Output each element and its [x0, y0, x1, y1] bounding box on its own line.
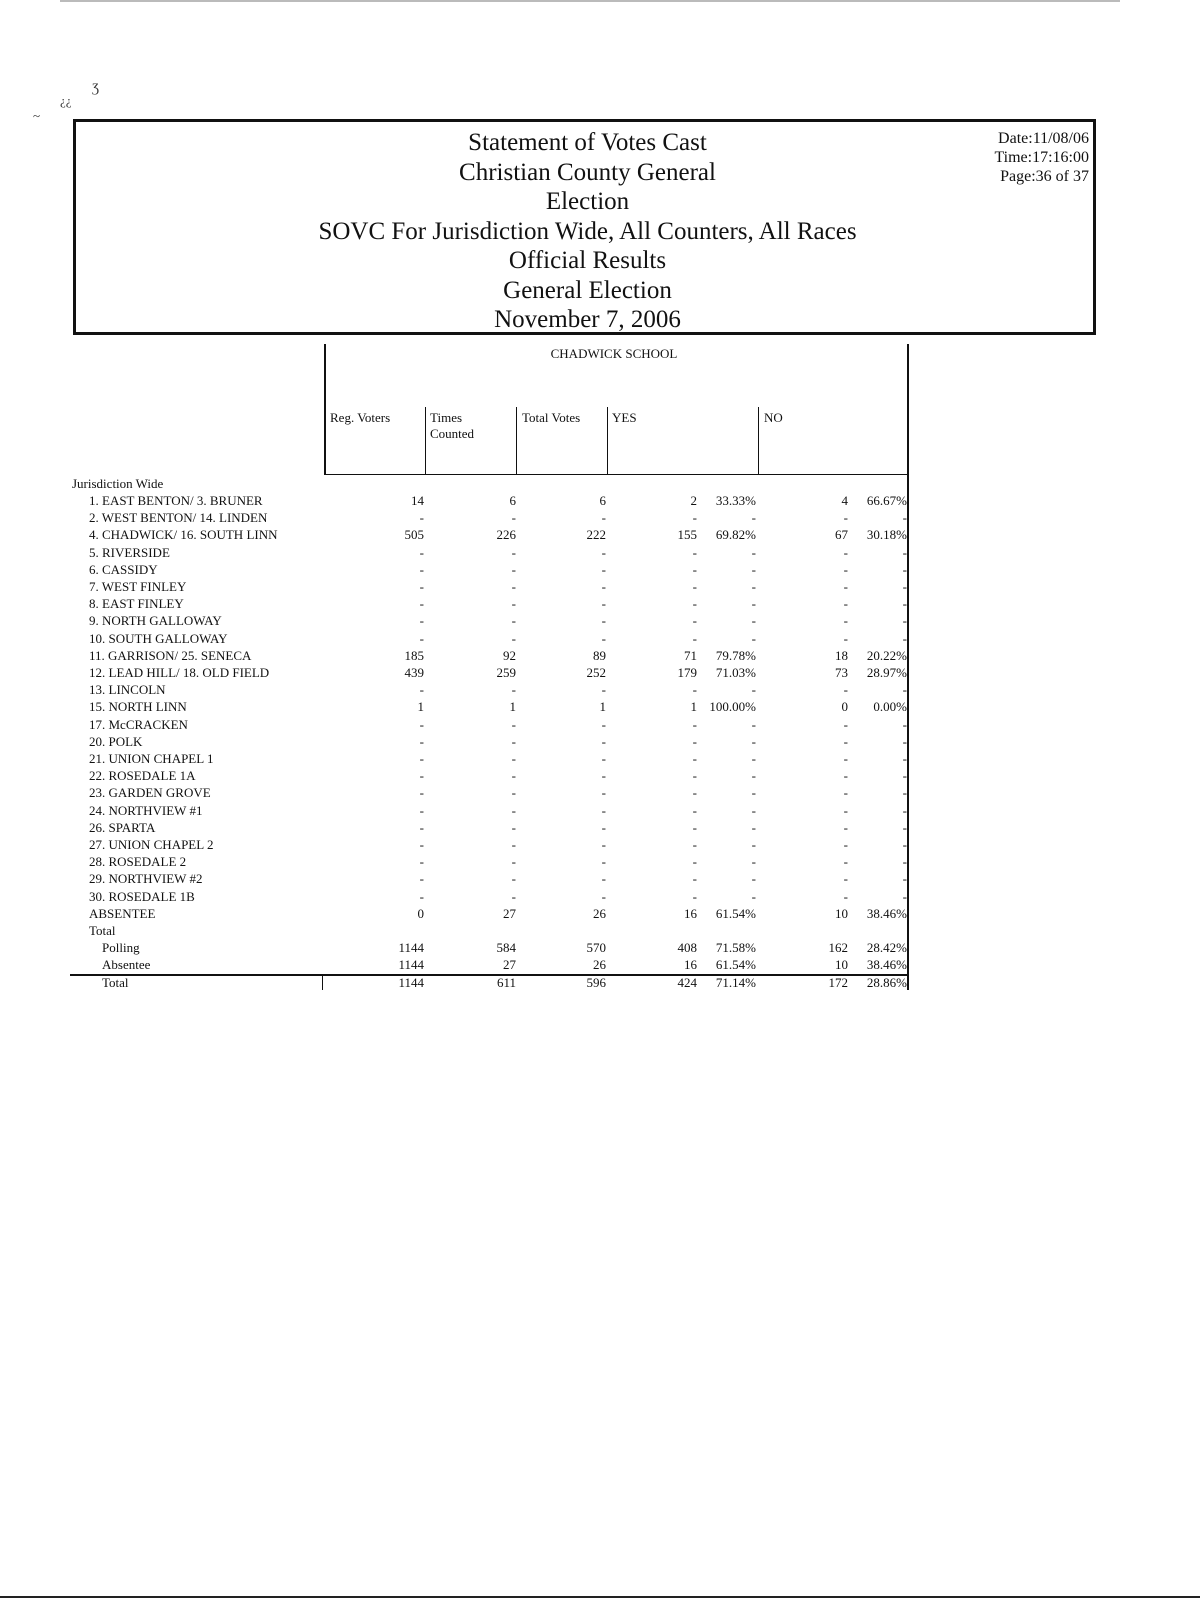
table-right-border [907, 344, 909, 990]
precinct-label: 22. ROSEDALE 1A [89, 768, 196, 783]
total-votes-cell: 570 [586, 940, 606, 955]
reg-voters-cell: 14 [411, 493, 424, 508]
reg-voters-cell: - [419, 889, 424, 904]
yes-count-cell: 424 [677, 975, 697, 990]
group-label: Jurisdiction Wide [72, 476, 164, 491]
times-counted-cell: 584 [496, 940, 516, 955]
yes-pct-cell: - [751, 889, 756, 904]
col-total-votes: Total Votes [522, 410, 581, 425]
total-section-label: Total [89, 923, 116, 938]
yes-pct-cell: - [751, 545, 756, 560]
yes-count-cell: 155 [677, 527, 697, 542]
precinct-label: 23. GARDEN GROVE [89, 785, 211, 800]
no-pct-cell: 30.18% [866, 527, 907, 542]
reg-voters-cell: - [419, 837, 424, 852]
times-counted-cell: - [511, 682, 516, 697]
times-counted-cell: 27 [503, 957, 516, 972]
yes-pct-cell: - [751, 579, 756, 594]
total-votes-cell: 26 [593, 957, 606, 972]
total-votes-cell: - [601, 803, 606, 818]
no-count-cell: - [843, 562, 848, 577]
no-pct-cell: 66.67% [866, 493, 907, 508]
precinct-label: 12. LEAD HILL/ 18. OLD FIELD [89, 665, 270, 680]
total-votes-cell: 222 [586, 527, 606, 542]
table-left-border [324, 344, 326, 474]
precinct-label: ABSENTEE [89, 906, 156, 921]
times-counted-cell: - [511, 871, 516, 886]
reg-voters-cell: - [419, 768, 424, 783]
no-pct-cell: - [902, 751, 907, 766]
reg-voters-cell: 185 [404, 648, 424, 663]
no-pct-cell: - [902, 596, 907, 611]
yes-count-cell: - [692, 510, 697, 525]
precinct-label: 17. McCRACKEN [89, 717, 188, 732]
reg-voters-cell: - [419, 562, 424, 577]
column-divider [607, 407, 608, 474]
yes-count-cell: - [692, 871, 697, 886]
no-pct-cell: - [902, 613, 907, 628]
times-counted-cell: 1 [509, 699, 516, 714]
reg-voters-cell: - [419, 596, 424, 611]
total-tick [322, 976, 323, 990]
total-votes-cell: - [601, 545, 606, 560]
no-count-cell: - [843, 820, 848, 835]
yes-pct-cell: 61.54% [715, 906, 756, 921]
times-counted-cell: - [511, 889, 516, 904]
times-counted-cell: - [511, 751, 516, 766]
times-counted-cell: - [511, 820, 516, 835]
reg-voters-cell: - [419, 613, 424, 628]
total-rule [70, 974, 908, 976]
yes-pct-cell: - [751, 854, 756, 869]
precinct-label: Total [102, 975, 129, 990]
precinct-label: 11. GARRISON/ 25. SENECA [89, 648, 252, 663]
precinct-label: 30. ROSEDALE 1B [89, 889, 195, 904]
reg-voters-cell: - [419, 785, 424, 800]
scan-edge-bottom [0, 1596, 1200, 1598]
yes-count-cell: - [692, 596, 697, 611]
no-pct-cell: 20.22% [866, 648, 907, 663]
no-count-cell: 4 [841, 493, 848, 508]
total-votes-cell: - [601, 562, 606, 577]
times-counted-cell: - [511, 717, 516, 732]
precinct-label: 21. UNION CHAPEL 1 [89, 751, 214, 766]
yes-pct-cell: - [751, 717, 756, 732]
precinct-label: 5. RIVERSIDE [89, 545, 170, 560]
times-counted-cell: - [511, 596, 516, 611]
yes-count-cell: 16 [684, 957, 697, 972]
stray-mark: Ʒ [92, 80, 100, 95]
no-pct-cell: - [902, 889, 907, 904]
title-line: November 7, 2006 [494, 306, 681, 333]
precinct-label: 26. SPARTA [89, 820, 156, 835]
no-count-cell: - [843, 631, 848, 646]
reg-voters-cell: - [419, 545, 424, 560]
yes-pct-cell: - [751, 751, 756, 766]
column-divider [758, 407, 759, 474]
no-pct-cell: - [902, 871, 907, 886]
total-votes-cell: 89 [593, 648, 606, 663]
yes-pct-cell: 71.14% [715, 975, 756, 990]
precinct-label: 27. UNION CHAPEL 2 [89, 837, 214, 852]
no-count-cell: 73 [835, 665, 848, 680]
yes-count-cell: - [692, 837, 697, 852]
precinct-label: 13. LINCOLN [89, 682, 166, 697]
yes-pct-cell: - [751, 734, 756, 749]
no-pct-cell: - [902, 837, 907, 852]
no-pct-cell: - [902, 820, 907, 835]
no-count-cell: - [843, 613, 848, 628]
precinct-label: 1. EAST BENTON/ 3. BRUNER [89, 493, 263, 508]
total-votes-cell: - [601, 820, 606, 835]
precinct-label: 28. ROSEDALE 2 [89, 854, 187, 869]
times-counted-cell: - [511, 854, 516, 869]
precinct-label: 29. NORTHVIEW #2 [89, 871, 203, 886]
no-count-cell: 18 [835, 648, 848, 663]
times-counted-cell: 92 [503, 648, 516, 663]
no-count-cell: - [843, 751, 848, 766]
reg-voters-cell: 1144 [398, 975, 424, 990]
title-line: General Election [503, 276, 672, 304]
reg-voters-cell: 505 [404, 527, 424, 542]
yes-pct-cell: 71.03% [715, 665, 756, 680]
total-votes-cell: - [601, 871, 606, 886]
precinct-label: Polling [102, 940, 140, 955]
total-votes-cell: - [601, 613, 606, 628]
yes-pct-cell: - [751, 837, 756, 852]
precinct-label: 2. WEST BENTON/ 14. LINDEN [89, 510, 268, 525]
total-votes-cell: - [601, 631, 606, 646]
total-votes-cell: 26 [593, 906, 606, 921]
times-counted-cell: - [511, 803, 516, 818]
stray-mark: ~ [33, 108, 41, 123]
no-pct-cell: - [902, 545, 907, 560]
times-counted-cell: 259 [496, 665, 516, 680]
yes-count-cell: - [692, 562, 697, 577]
report-time: Time:17:16:00 [994, 149, 1089, 166]
title-line: Election [545, 188, 630, 215]
yes-count-cell: - [692, 734, 697, 749]
col-reg-voters: Reg. Voters [330, 410, 391, 425]
no-pct-cell: - [902, 682, 907, 697]
col-no: NO [764, 410, 783, 425]
yes-count-cell: 16 [684, 906, 697, 921]
no-pct-cell: - [902, 717, 907, 732]
no-pct-cell: 0.00% [873, 699, 907, 714]
reg-voters-cell: - [419, 510, 424, 525]
total-votes-cell: - [601, 768, 606, 783]
yes-count-cell: - [692, 717, 697, 732]
no-pct-cell: - [902, 768, 907, 783]
yes-pct-cell: - [751, 510, 756, 525]
yes-pct-cell: 100.00% [709, 699, 756, 714]
yes-count-cell: - [692, 682, 697, 697]
yes-pct-cell: 69.82% [715, 527, 756, 542]
yes-pct-cell: - [751, 631, 756, 646]
no-pct-cell: 38.46% [866, 957, 907, 972]
precinct-label: 20. POLK [89, 734, 143, 749]
reg-voters-cell: 1144 [398, 957, 424, 972]
total-votes-cell: - [601, 734, 606, 749]
no-count-cell: 10 [835, 957, 848, 972]
times-counted-cell: - [511, 785, 516, 800]
total-votes-cell: - [601, 717, 606, 732]
no-pct-cell: - [902, 631, 907, 646]
reg-voters-cell: - [419, 854, 424, 869]
reg-voters-cell: - [419, 682, 424, 697]
yes-pct-cell: - [751, 682, 756, 697]
no-count-cell: - [843, 768, 848, 783]
no-count-cell: 172 [828, 975, 848, 990]
no-count-cell: - [843, 734, 848, 749]
no-count-cell: - [843, 579, 848, 594]
yes-count-cell: 408 [677, 940, 697, 955]
column-divider [516, 407, 517, 474]
scan-edge-top [60, 0, 1120, 2]
yes-pct-cell: - [751, 803, 756, 818]
times-counted-cell: - [511, 631, 516, 646]
yes-pct-cell: 71.58% [715, 940, 756, 955]
total-votes-cell: - [601, 837, 606, 852]
times-counted-cell: 611 [496, 975, 516, 990]
times-counted-cell: - [511, 562, 516, 577]
no-count-cell: - [843, 510, 848, 525]
no-pct-cell: 28.97% [866, 665, 907, 680]
no-count-cell: 67 [835, 527, 848, 542]
no-count-cell: - [843, 837, 848, 852]
no-pct-cell: - [902, 562, 907, 577]
col-times-counted: Counted [430, 426, 475, 441]
total-votes-cell: - [601, 596, 606, 611]
reg-voters-cell: 0 [417, 906, 424, 921]
times-counted-cell: - [511, 768, 516, 783]
yes-pct-cell: 61.54% [715, 957, 756, 972]
yes-count-cell: - [692, 768, 697, 783]
yes-count-cell: - [692, 803, 697, 818]
total-votes-cell: - [601, 889, 606, 904]
yes-count-cell: - [692, 545, 697, 560]
total-votes-cell: 596 [586, 975, 606, 990]
yes-count-cell: - [692, 820, 697, 835]
reg-voters-cell: - [419, 803, 424, 818]
no-pct-cell: 38.46% [866, 906, 907, 921]
no-count-cell: - [843, 596, 848, 611]
no-count-cell: - [843, 803, 848, 818]
no-count-cell: 0 [841, 699, 848, 714]
no-pct-cell: - [902, 785, 907, 800]
reg-voters-cell: - [419, 751, 424, 766]
yes-pct-cell: - [751, 820, 756, 835]
yes-count-cell: 71 [684, 648, 697, 663]
reg-voters-cell: - [419, 631, 424, 646]
no-pct-cell: - [902, 854, 907, 869]
times-counted-cell: - [511, 545, 516, 560]
stray-mark: ¿¿ [60, 93, 72, 108]
total-votes-cell: - [601, 579, 606, 594]
yes-count-cell: - [692, 631, 697, 646]
no-pct-cell: - [902, 734, 907, 749]
column-divider [425, 407, 426, 474]
precinct-label: Absentee [102, 957, 151, 972]
yes-count-cell: - [692, 785, 697, 800]
yes-count-cell: - [692, 889, 697, 904]
yes-count-cell: 179 [677, 665, 697, 680]
no-pct-cell: 28.42% [866, 940, 907, 955]
precinct-label: 4. CHADWICK/ 16. SOUTH LINN [89, 527, 278, 542]
total-votes-cell: - [601, 682, 606, 697]
times-counted-cell: - [511, 510, 516, 525]
times-counted-cell: 27 [503, 906, 516, 921]
no-count-cell: - [843, 682, 848, 697]
total-votes-cell: 252 [586, 665, 606, 680]
no-count-cell: 10 [835, 906, 848, 921]
reg-voters-cell: - [419, 579, 424, 594]
reg-voters-cell: - [419, 871, 424, 886]
total-votes-cell: - [601, 854, 606, 869]
reg-voters-cell: - [419, 820, 424, 835]
contest-name: CHADWICK SCHOOL [550, 346, 678, 361]
yes-count-cell: - [692, 854, 697, 869]
col-times-counted: Times [430, 410, 463, 425]
no-count-cell: - [843, 854, 848, 869]
title-line: Christian County General [459, 158, 716, 186]
yes-pct-cell: - [751, 613, 756, 628]
title-line: SOVC For Jurisdiction Wide, All Counters, All Races [318, 217, 857, 245]
yes-pct-cell: - [751, 768, 756, 783]
no-count-cell: - [843, 785, 848, 800]
report-title [76, 128, 1099, 335]
yes-pct-cell: - [751, 596, 756, 611]
total-votes-cell: - [601, 510, 606, 525]
yes-count-cell: 1 [690, 699, 697, 714]
total-votes-cell: - [601, 751, 606, 766]
no-count-cell: 162 [828, 940, 848, 955]
times-counted-cell: - [511, 734, 516, 749]
precinct-label: 9. NORTH GALLOWAY [89, 613, 222, 628]
yes-pct-cell: - [751, 871, 756, 886]
precinct-label: 6. CASSIDY [89, 562, 158, 577]
times-counted-cell: - [511, 579, 516, 594]
report-meta [994, 129, 1089, 186]
report-date: Date:11/08/06 [998, 130, 1089, 147]
times-counted-cell: - [511, 613, 516, 628]
report-header [73, 119, 1096, 335]
no-count-cell: - [843, 545, 848, 560]
no-pct-cell: 28.86% [866, 975, 907, 990]
no-count-cell: - [843, 717, 848, 732]
reg-voters-cell: - [419, 734, 424, 749]
total-votes-cell: - [601, 785, 606, 800]
reg-voters-cell: 1144 [398, 940, 424, 955]
precinct-label: 7. WEST FINLEY [89, 579, 187, 594]
no-count-cell: - [843, 889, 848, 904]
reg-voters-cell: 1 [417, 699, 424, 714]
total-votes-cell: 1 [599, 699, 606, 714]
times-counted-cell: 6 [509, 493, 516, 508]
yes-pct-cell: 79.78% [715, 648, 756, 663]
title-line: Official Results [508, 247, 667, 274]
yes-count-cell: - [692, 751, 697, 766]
no-pct-cell: - [902, 579, 907, 594]
times-counted-cell: 226 [496, 527, 516, 542]
yes-pct-cell: - [751, 562, 756, 577]
reg-voters-cell: - [419, 717, 424, 732]
reg-voters-cell: 439 [404, 665, 424, 680]
title-line: Statement of Votes Cast [468, 129, 707, 156]
precinct-label: 24. NORTHVIEW #1 [89, 803, 203, 818]
precinct-label: 15. NORTH LINN [89, 699, 187, 714]
col-yes: YES [612, 410, 637, 425]
precinct-label: 10. SOUTH GALLOWAY [89, 631, 228, 646]
header-rule [324, 474, 908, 475]
yes-pct-cell: 33.33% [715, 493, 756, 508]
yes-count-cell: 2 [690, 493, 697, 508]
no-pct-cell: - [902, 510, 907, 525]
yes-count-cell: - [692, 579, 697, 594]
no-pct-cell: - [902, 803, 907, 818]
total-votes-cell: 6 [599, 493, 606, 508]
yes-pct-cell: - [751, 785, 756, 800]
no-count-cell: - [843, 871, 848, 886]
report-page: Page:36 of 37 [1000, 168, 1089, 185]
yes-count-cell: - [692, 613, 697, 628]
precinct-label: 8. EAST FINLEY [89, 596, 184, 611]
times-counted-cell: - [511, 837, 516, 852]
